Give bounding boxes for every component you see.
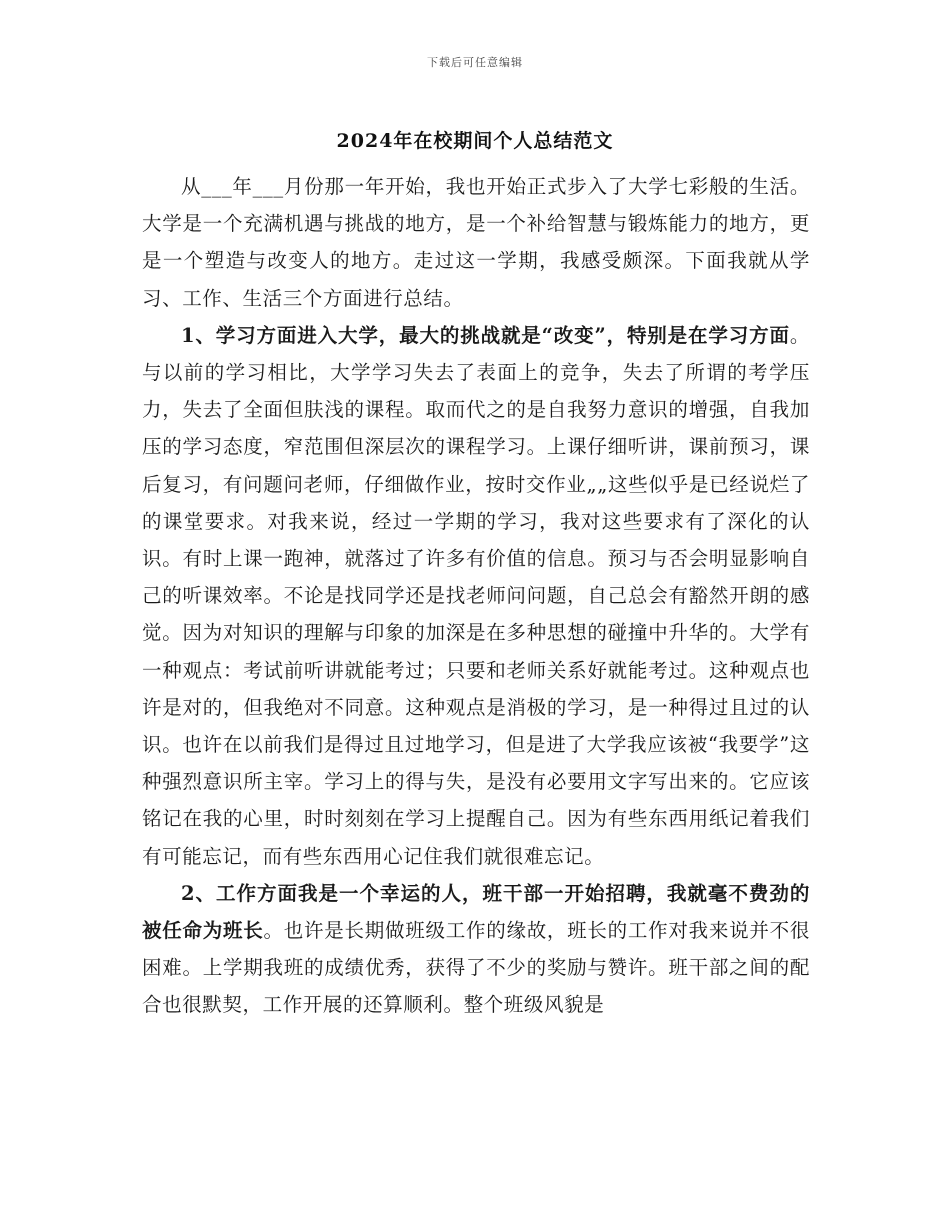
paragraph-intro: 从___年___月份那一年开始，我也开始正式步入了大学七彩般的生活。大学是一个充满机遇与挑战的地方，是一个补给智慧与锻炼能力的地方，更是一个塑造与改变人的地方。走过这一学期，我感受颇深。下面我就从学习、工作、生活三个方面进行总结。	[142, 175, 810, 310]
study-text: 。与以前的学习相比，大学学习失去了表面上的竞争，失去了所谓的考学压力，失去了全面但肤浅的课程。取而代之的是自我努力意识的增强，自我加压的学习态度，窄范围但深层次的课程学习。上课仔细听讲，课前预习，课后复习，有问题问老师，仔细做作业，按时交作业„„这些似乎是已经说烂了的课堂要求。对我来说，经过一学期的学习，我对这些要求有了深化的认识。有时上课一跑神，就落过了许多有价值的信息。预习与否会明显影响自己的听课效率。不论是找同学还是找老师问问题，自己总会有豁然开朗的感觉。因为对知识的理解与印象的加深是在多种思想的碰撞中升华的。大学有一种观点：考试前听讲就能考过；只要和老师关系好就能考过。这种观点也许是对的，但我绝对不同意。这种观点是消极的学习，是一种得过且过的认识。也许在以前我们是得过且过地学习，但是进了大学我应该被“我要学”这种强烈意识所主宰。学习上的得与失，是没有必要用文字写出来的。它应该铭记在我的心里，时时刻刻在学习上提醒自己。因为有些东西用纸记着我们有可能忘记，而有些东西用心记住我们就很难忘记。	[142, 323, 810, 868]
study-heading: 1、学习方面进入大学，最大的挑战就是“改变”，特别是在学习方面	[181, 323, 790, 347]
work-text: 。也许是长期做班级工作的缘故，班长的工作对我来说并不很困难。上学期我班的成绩优秀，获得了不少的奖励与赞许。班干部之间的配合也很默契，工作开展的还算顺利。整个班级风貌是	[142, 919, 810, 1017]
document-body	[142, 168, 810, 1024]
document-title: 2024年在校期间个人总结范文	[336, 130, 614, 152]
paragraph-study	[142, 317, 810, 875]
work-heading: 2、工作方面我是一个幸运的人，班干部一开始招聘，我就毫不费劲的被任命为班长	[142, 881, 810, 943]
paragraph-work	[142, 875, 810, 1024]
header-note: 下载后可任意编辑	[427, 56, 523, 69]
